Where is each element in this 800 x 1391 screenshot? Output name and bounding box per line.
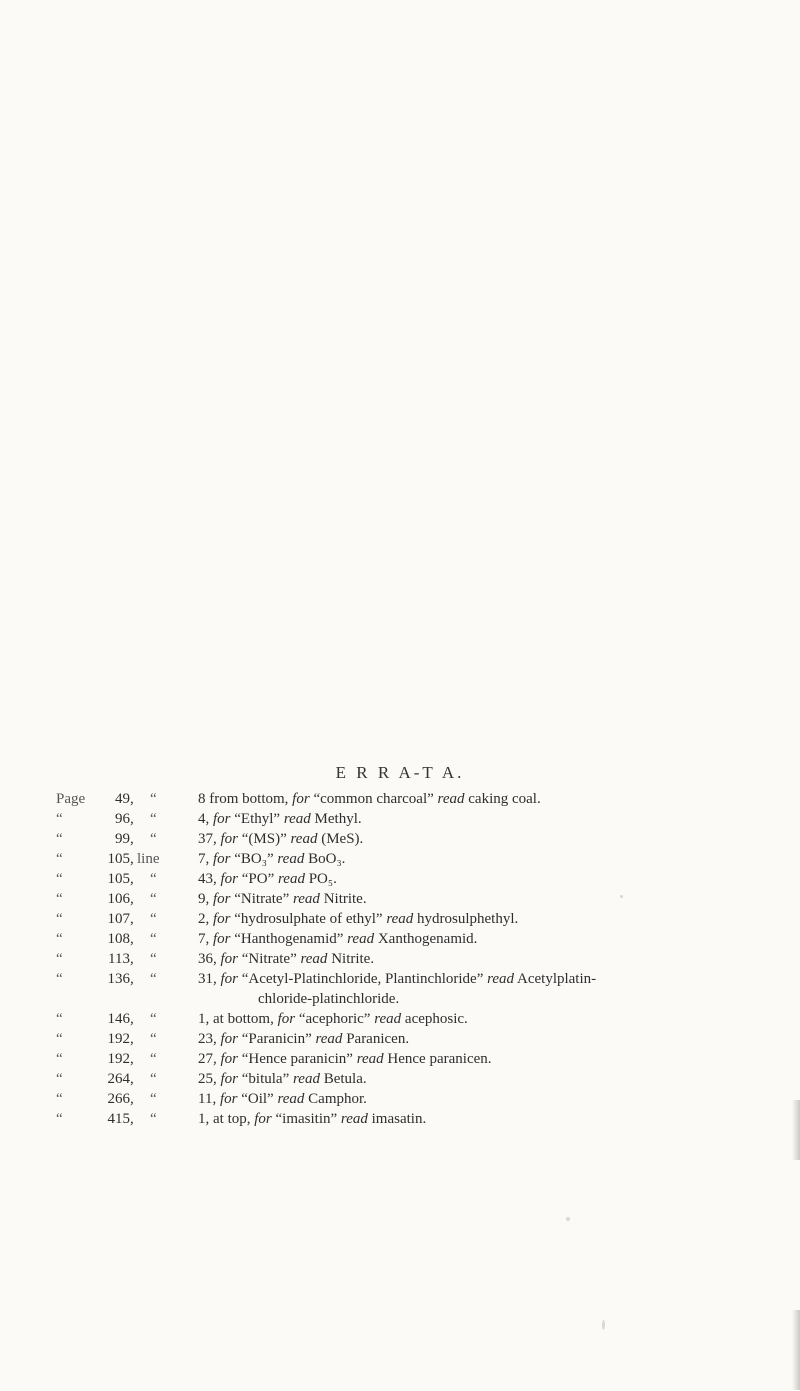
read-label: read xyxy=(340,1111,368,1127)
entry-line-marker: “ xyxy=(150,1011,157,1027)
erroneous-text: “imasitin” xyxy=(275,1111,338,1127)
entry-line-ref: 7, xyxy=(198,851,210,867)
corrected-text: hydrosulphethyl. xyxy=(417,911,519,927)
corrected-text: BoO₃. xyxy=(308,851,346,867)
for-label: for xyxy=(220,1031,239,1047)
entry-line-ref: 25, xyxy=(198,1071,217,1087)
errata-entry xyxy=(0,969,800,989)
entry-page-number: 146 xyxy=(107,1011,130,1027)
for-label: for xyxy=(292,791,310,807)
erroneous-text: “PO” xyxy=(241,871,275,887)
for-label: for xyxy=(219,1091,238,1107)
entry-comma: , xyxy=(130,1111,134,1127)
corrected-text: Hence paranicen. xyxy=(387,1051,492,1067)
entry-line-ref: 4, xyxy=(198,811,210,827)
entry-line-ref: 43, xyxy=(198,871,217,887)
entry-page-number: 192 xyxy=(107,1051,130,1067)
entry-prefix: “ xyxy=(56,951,63,967)
entry-line-ref: 11, xyxy=(198,1091,217,1107)
entry-line-marker: “ xyxy=(150,1071,157,1087)
entry-prefix: “ xyxy=(56,851,63,867)
entry-line-ref: 7, xyxy=(198,931,210,947)
errata-entry xyxy=(0,1049,800,1069)
entry-location-note: from bottom, xyxy=(209,791,289,807)
entry-page-number: 264 xyxy=(107,1071,130,1087)
entry-line-marker: “ xyxy=(150,1031,157,1047)
entry-line-ref: 27, xyxy=(198,1051,217,1067)
entry-line-marker: “ xyxy=(150,951,157,967)
entry-line-marker: “ xyxy=(150,1091,157,1107)
errata-entry xyxy=(0,889,800,909)
for-label: for xyxy=(213,811,231,827)
corrected-text: Xanthogenamid. xyxy=(377,931,478,947)
erroneous-text: “Acetyl-Platinchloride, Plantinchloride” xyxy=(241,971,484,987)
entry-line-marker: “ xyxy=(150,1111,157,1127)
entry-comma: , xyxy=(130,831,134,847)
erroneous-text: “Paranicin” xyxy=(241,1031,312,1047)
corrected-text: imasatin. xyxy=(371,1111,427,1127)
entry-page-number: 49 xyxy=(115,791,130,807)
entry-correction xyxy=(198,1069,367,1089)
entry-comma: , xyxy=(130,851,134,867)
entry-line-marker: “ xyxy=(150,1051,157,1067)
entry-prefix: “ xyxy=(56,811,63,827)
entry-line-marker: “ xyxy=(150,931,157,947)
read-label: read xyxy=(277,851,305,867)
for-label: for xyxy=(220,971,239,987)
errata-entry xyxy=(0,849,800,869)
erroneous-text: “Hence paranicin” xyxy=(241,1051,353,1067)
entry-comma: , xyxy=(130,951,134,967)
entry-comma: , xyxy=(130,1071,134,1087)
erroneous-text: “Ethyl” xyxy=(234,811,281,827)
entry-comma: , xyxy=(130,971,134,987)
entry-line-marker: “ xyxy=(150,811,157,827)
errata-entry xyxy=(0,1109,800,1129)
entry-line-marker: “ xyxy=(150,891,157,907)
entry-page-number: 105 xyxy=(107,871,130,887)
page-edge-shadow xyxy=(792,1100,800,1160)
entry-comma: , xyxy=(130,1091,134,1107)
entry-prefix: “ xyxy=(56,971,63,987)
entry-correction xyxy=(198,829,363,849)
errata-entry xyxy=(0,789,800,809)
corrected-text: Nitrite. xyxy=(331,951,375,967)
erroneous-text: “hydrosulphate of ethyl” xyxy=(234,911,383,927)
corrected-text: caking coal. xyxy=(468,791,541,807)
errata-entry xyxy=(0,829,800,849)
entry-line-ref: 1, xyxy=(198,1011,210,1027)
entry-page-number: 105 xyxy=(107,851,130,867)
errata-entry xyxy=(0,1029,800,1049)
entry-correction xyxy=(198,789,541,809)
entry-comma: , xyxy=(130,1031,134,1047)
entry-correction xyxy=(198,929,477,949)
entry-correction xyxy=(198,1049,492,1069)
entry-line-ref: 37, xyxy=(198,831,217,847)
erroneous-text: “acephoric” xyxy=(298,1011,371,1027)
corrected-text: Nitrite. xyxy=(323,891,367,907)
entry-correction xyxy=(198,1009,468,1029)
entry-correction xyxy=(198,869,337,889)
read-label: read xyxy=(292,891,320,907)
for-label: for xyxy=(213,931,231,947)
read-label: read xyxy=(290,831,318,847)
read-label: read xyxy=(386,911,414,927)
errata-entry xyxy=(0,1009,800,1029)
erroneous-text: “Nitrate” xyxy=(241,951,297,967)
entry-correction xyxy=(198,849,345,869)
entry-page-number: 106 xyxy=(107,891,130,907)
entry-prefix: “ xyxy=(56,1051,63,1067)
corrected-text: PO₅. xyxy=(308,871,337,887)
entry-line-ref: 31, xyxy=(198,971,217,987)
entry-prefix: “ xyxy=(56,1111,63,1127)
entry-comma: , xyxy=(130,911,134,927)
entry-page-number: 192 xyxy=(107,1031,130,1047)
entry-line-ref: 9, xyxy=(198,891,210,907)
read-label: read xyxy=(278,871,305,887)
erroneous-text: “Nitrate” xyxy=(234,891,290,907)
for-label: for xyxy=(220,951,239,967)
for-label: for xyxy=(220,1071,239,1087)
entry-page-number: 96 xyxy=(115,811,130,827)
for-label: for xyxy=(254,1111,272,1127)
read-label: read xyxy=(293,1071,320,1087)
entry-correction xyxy=(198,809,362,829)
for-label: for xyxy=(213,911,231,927)
errata-entry xyxy=(0,1089,800,1109)
entry-page-number: 107 xyxy=(107,911,130,927)
continuation-text: chloride-platinchloride. xyxy=(258,991,400,1007)
paper-spot xyxy=(566,1217,570,1221)
corrected-text: (MeS). xyxy=(321,831,364,847)
entry-line-ref: 23, xyxy=(198,1031,217,1047)
errata-entry xyxy=(0,1069,800,1089)
entry-comma: , xyxy=(130,871,134,887)
entry-comma: , xyxy=(130,1011,134,1027)
erroneous-text: “Oil” xyxy=(241,1091,274,1107)
read-label: read xyxy=(356,1051,384,1067)
read-label: read xyxy=(277,1091,305,1107)
entry-prefix: “ xyxy=(56,871,63,887)
entry-line-ref: 8 xyxy=(198,791,206,807)
read-label: read xyxy=(374,1011,402,1027)
errata-list xyxy=(0,789,800,1129)
entry-prefix: “ xyxy=(56,1011,63,1027)
entry-comma: , xyxy=(130,791,134,807)
erroneous-text: “common charcoal” xyxy=(313,791,434,807)
page-edge-shadow xyxy=(792,1310,800,1390)
corrected-text: Methyl. xyxy=(314,811,362,827)
entry-correction xyxy=(198,1109,426,1129)
entry-page-number: 415 xyxy=(107,1111,130,1127)
entry-location-note: at bottom, xyxy=(213,1011,274,1027)
entry-comma: , xyxy=(130,891,134,907)
entry-comma: , xyxy=(130,931,134,947)
corrected-text: Camphor. xyxy=(308,1091,367,1107)
for-label: for xyxy=(220,1051,239,1067)
entry-page-number: 136 xyxy=(107,971,130,987)
corrected-text: Paranicen. xyxy=(346,1031,410,1047)
entry-comma: , xyxy=(130,1051,134,1067)
entry-correction xyxy=(198,909,518,929)
for-label: for xyxy=(277,1011,296,1027)
read-label: read xyxy=(283,811,311,827)
entry-line-ref: 1, xyxy=(198,1111,210,1127)
entry-line-marker: “ xyxy=(150,971,157,987)
entry-line-marker: “ xyxy=(150,791,157,807)
read-label: read xyxy=(315,1031,343,1047)
entry-prefix: “ xyxy=(56,931,63,947)
entry-prefix: “ xyxy=(56,1031,63,1047)
erroneous-text: “Hanthogenamid” xyxy=(234,931,344,947)
entry-line-marker: “ xyxy=(150,911,157,927)
read-label: read xyxy=(347,931,375,947)
entry-prefix: “ xyxy=(56,1071,63,1087)
entry-correction xyxy=(198,969,596,989)
entry-line-ref: 2, xyxy=(198,911,210,927)
entry-line-marker: line xyxy=(137,851,160,867)
entry-prefix: “ xyxy=(56,911,63,927)
errata-entry xyxy=(0,809,800,829)
read-label: read xyxy=(487,971,515,987)
entry-correction xyxy=(198,1029,409,1049)
entry-page-number: 113 xyxy=(108,951,130,967)
paper-spot xyxy=(602,1320,605,1330)
errata-entry xyxy=(0,909,800,929)
corrected-text: Betula. xyxy=(323,1071,367,1087)
entry-page-number: 99 xyxy=(115,831,130,847)
entry-location-note: at top, xyxy=(213,1111,251,1127)
entry-comma: , xyxy=(130,811,134,827)
read-label: read xyxy=(300,951,328,967)
errata-continuation xyxy=(0,989,800,1009)
paper-spot xyxy=(620,895,623,898)
entry-prefix: “ xyxy=(56,831,63,847)
entry-correction xyxy=(198,889,367,909)
entry-page-number: 266 xyxy=(107,1091,130,1107)
entry-prefix: “ xyxy=(56,891,63,907)
entry-line-marker: “ xyxy=(150,831,157,847)
entry-prefix: “ xyxy=(56,1091,63,1107)
entry-correction xyxy=(198,949,374,969)
erroneous-text: “BO₃” xyxy=(234,851,274,867)
entry-prefix: Page xyxy=(56,791,86,807)
errata-entry xyxy=(0,949,800,969)
for-label: for xyxy=(213,891,231,907)
errata-entry xyxy=(0,929,800,949)
read-label: read xyxy=(437,791,465,807)
erroneous-text: “bitula” xyxy=(241,1071,290,1087)
for-label: for xyxy=(213,851,231,867)
entry-page-number: 108 xyxy=(107,931,130,947)
errata-heading: E R R A-T A. xyxy=(335,763,465,782)
errata-entry xyxy=(0,869,800,889)
for-label: for xyxy=(220,831,239,847)
for-label: for xyxy=(220,871,239,887)
erroneous-text: “(MS)” xyxy=(241,831,287,847)
entry-line-marker: “ xyxy=(150,871,157,887)
entry-line-ref: 36, xyxy=(198,951,217,967)
entry-correction xyxy=(198,1089,367,1109)
corrected-text: acephosic. xyxy=(404,1011,468,1027)
corrected-text: Acetylplatin- xyxy=(517,971,597,987)
